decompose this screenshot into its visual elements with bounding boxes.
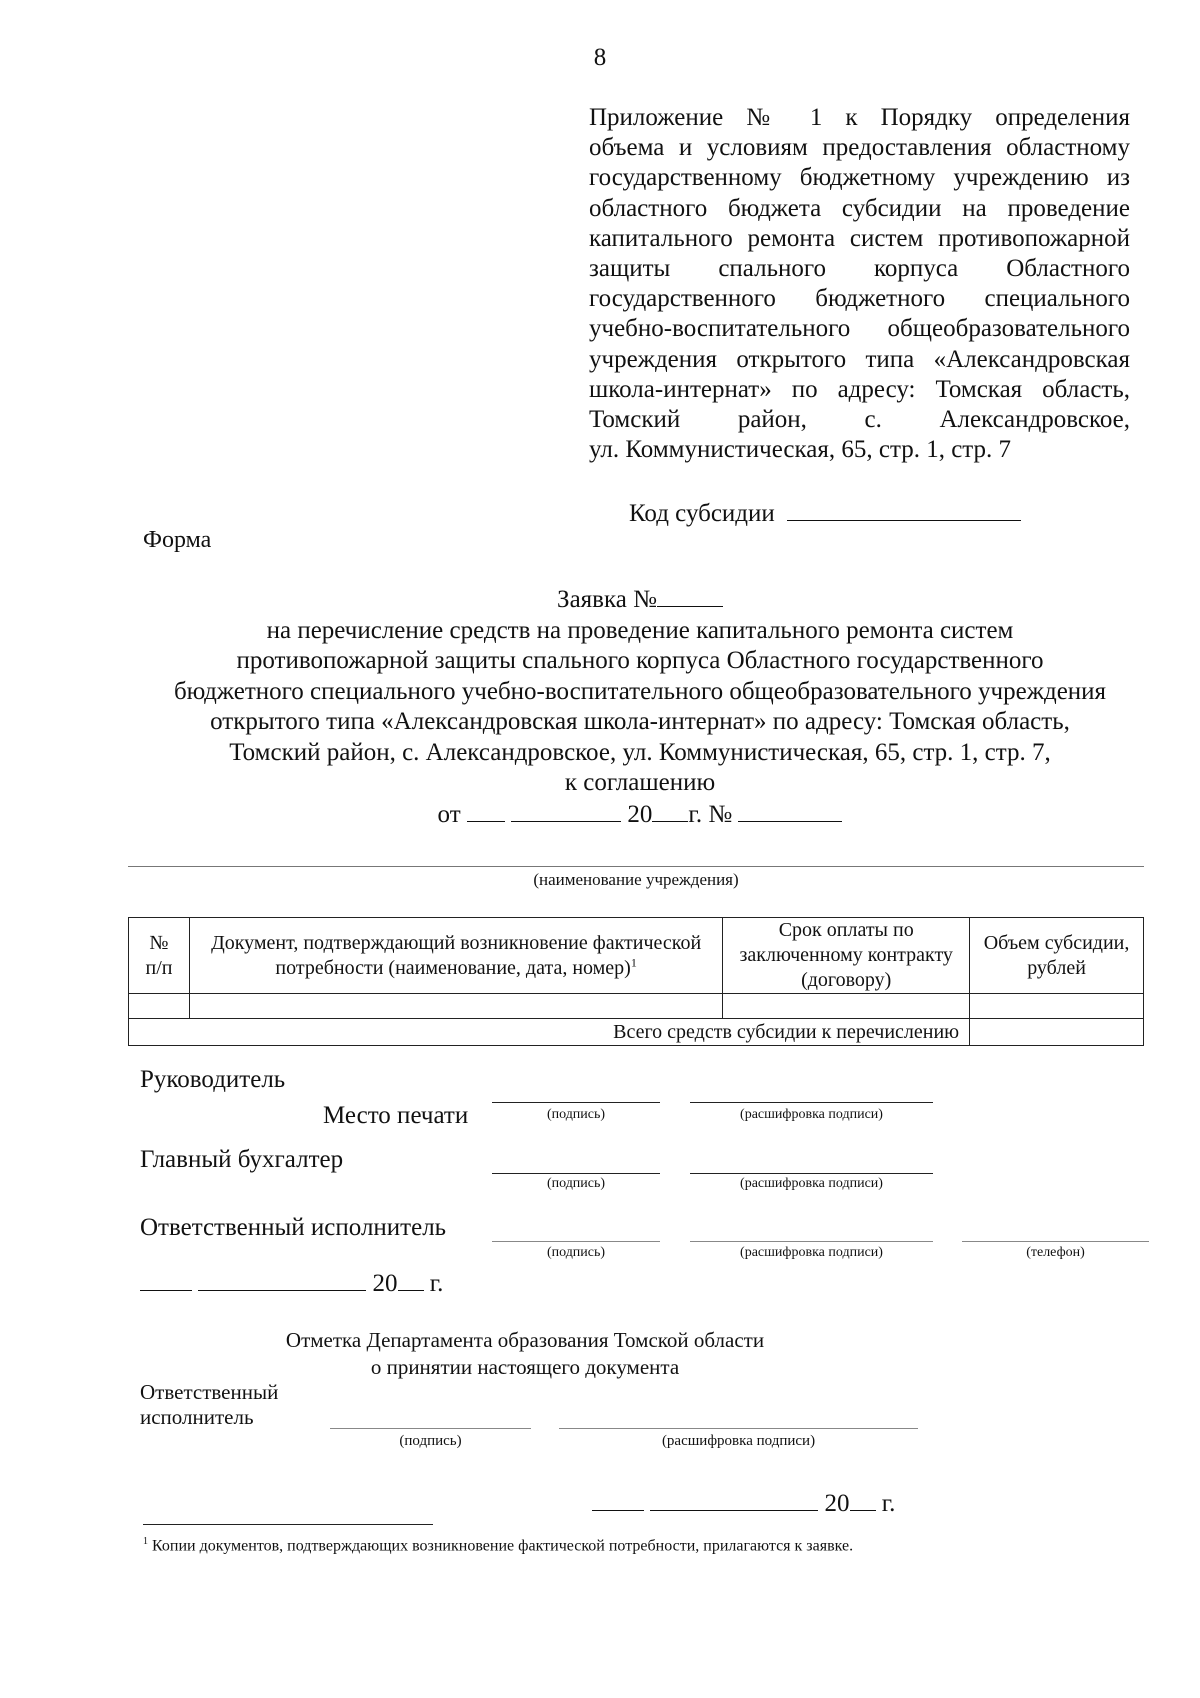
department-decode-field[interactable]	[559, 1428, 918, 1429]
appendix-line: школа-интернат» по адресу: Томская область,	[589, 375, 1130, 403]
department-executor-label	[140, 1380, 278, 1430]
footnote-mark: 1	[143, 1536, 148, 1547]
cell-number[interactable]	[129, 994, 190, 1019]
appendix-line: государственному бюджетному учреждению из	[589, 164, 1130, 192]
request-title-text: Заявка №	[557, 586, 657, 613]
decode-caption: (расшифровка подписи)	[661, 1433, 816, 1449]
agreement-year-field[interactable]	[652, 799, 688, 822]
agreement-month-field[interactable]	[511, 799, 621, 822]
request-line: бюджетного специального учебно-воспитательного общеобразовательного учреждения	[173, 677, 1107, 705]
table-total-row	[129, 1019, 1144, 1046]
cell-payment-term[interactable]	[723, 994, 970, 1019]
department-mark-line: Отметка Департамента образования Томской области	[285, 1328, 765, 1352]
header-document	[189, 918, 722, 994]
request-line: противопожарной защиты спального корпуса Областного государственного	[236, 647, 1044, 674]
form-label: Форма	[143, 527, 212, 553]
header-number-line1: №	[149, 931, 169, 954]
appendix-line: объема и условиям предоставления областному	[589, 134, 1130, 162]
cell-amount[interactable]	[970, 994, 1144, 1019]
department-signature-field[interactable]	[330, 1428, 531, 1429]
footnote-divider	[143, 1524, 433, 1525]
header-number-line2: п/п	[145, 956, 173, 979]
decode-caption: (расшифровка подписи)	[740, 1245, 883, 1260]
appendix-line: Приложение № 1 к Порядку определения	[589, 104, 1130, 131]
total-label: Всего средств субсидии к перечислению	[129, 1019, 970, 1046]
institution-name-field[interactable]	[128, 866, 1144, 867]
signature-caption: (подпись)	[546, 1107, 606, 1122]
subsidy-code	[629, 496, 1021, 528]
department-year-field[interactable]	[850, 1488, 876, 1511]
appendix-line: ул. Коммунистическая, 65, стр. 1, стр. 7	[589, 436, 1012, 464]
footnote-text: Копии документов, подтверждающих возникновение фактической потребности, прилагаются к заявке.	[152, 1537, 854, 1555]
chief-accountant-label: Главный бухгалтер	[140, 1146, 344, 1173]
footnote	[143, 1536, 853, 1555]
request-line: на перечисление средств на проведение капитального ремонта систем	[266, 616, 1014, 644]
agreement-number-field[interactable]	[738, 799, 842, 822]
subsidy-code-label: Код субсидии	[629, 500, 775, 527]
department-executor-line2: исполнитель	[140, 1405, 254, 1429]
year-prefix: 20	[627, 800, 653, 828]
signature-year-field[interactable]	[398, 1268, 424, 1291]
page-number: 8	[593, 44, 607, 71]
appendix-line: защиты спального корпуса Областного	[589, 255, 1130, 283]
signature-year-prefix: 20	[372, 1270, 398, 1297]
footnote-ref: 1	[630, 954, 637, 969]
appendix-line: капитального ремонта систем противопожарной	[589, 224, 1130, 252]
department-day-field[interactable]	[592, 1488, 644, 1511]
seal-label: Место печати	[323, 1102, 469, 1129]
head-signature-field[interactable]	[492, 1102, 660, 1103]
signature-caption: (подпись)	[546, 1245, 606, 1260]
request-line: Томский район, с. Александровское, ул. Коммунистическая, 65, стр. 1, стр. 7,	[229, 738, 1051, 766]
header-document-text: Документ, подтверждающий возникновение фактической потребности (наименование, дата, номер)	[211, 931, 702, 979]
appendix-header	[589, 103, 1130, 465]
phone-caption: (телефон)	[1026, 1245, 1085, 1260]
signature-caption: (подпись)	[399, 1433, 462, 1449]
executor-signature-field[interactable]	[492, 1241, 660, 1242]
decode-caption: (расшифровка подписи)	[740, 1107, 883, 1122]
cell-document[interactable]	[189, 994, 722, 1019]
table-row	[129, 994, 1144, 1019]
appendix-line: государственного бюджетного специального	[589, 285, 1130, 313]
department-executor-line1: Ответственный	[140, 1380, 279, 1404]
department-year-suffix: г.	[881, 1490, 896, 1517]
executor-label: Ответственный исполнитель	[140, 1214, 447, 1241]
department-year-prefix: 20	[824, 1490, 850, 1517]
request-number-field[interactable]	[657, 584, 723, 607]
appendix-line: Томский район, с. Александровское,	[589, 406, 1130, 434]
cell-total-amount[interactable]	[970, 1019, 1144, 1046]
table-header-row	[129, 918, 1144, 994]
signature-month-field[interactable]	[198, 1268, 366, 1291]
agreement-date-line	[100, 799, 1180, 831]
year-suffix: г. №	[688, 800, 733, 828]
institution-caption: (наименование учреждения)	[533, 870, 739, 889]
executor-phone-field[interactable]	[962, 1241, 1149, 1242]
executor-decode-field[interactable]	[690, 1241, 933, 1242]
department-date-line	[592, 1488, 895, 1518]
head-decode-field[interactable]	[690, 1102, 933, 1103]
department-mark-line: о принятии настоящего документа	[370, 1355, 680, 1379]
header-payment-term: Срок оплаты по заключенному контракту (договору)	[723, 918, 970, 994]
accountant-decode-field[interactable]	[690, 1173, 933, 1174]
department-month-field[interactable]	[650, 1488, 818, 1511]
header-number	[129, 918, 190, 994]
signature-date-line	[140, 1268, 443, 1298]
date-prefix: от	[437, 800, 461, 828]
accountant-signature-field[interactable]	[492, 1173, 660, 1174]
signature-day-field[interactable]	[140, 1268, 192, 1291]
head-label: Руководитель	[140, 1066, 286, 1093]
signature-caption: (подпись)	[546, 1176, 606, 1191]
request-title-block	[100, 584, 1180, 830]
agreement-day-field[interactable]	[467, 799, 505, 822]
request-title	[100, 584, 1180, 616]
subsidy-code-field[interactable]	[787, 496, 1021, 521]
appendix-line: учебно-воспитательного общеобразовательного	[589, 315, 1130, 343]
appendix-line: областного бюджета субсидии на проведение	[589, 194, 1130, 222]
department-mark-heading	[100, 1327, 950, 1381]
subsidy-table	[128, 917, 1144, 1046]
appendix-line: учреждения открытого типа «Александровская	[589, 345, 1130, 373]
request-line: открытого типа «Александровская школа-интернат» по адресу: Томская область,	[210, 708, 1070, 735]
header-amount: Объем субсидии, рублей	[970, 918, 1144, 994]
signature-year-suffix: г.	[429, 1270, 444, 1297]
decode-caption: (расшифровка подписи)	[740, 1176, 883, 1191]
request-line: к соглашению	[564, 769, 716, 796]
